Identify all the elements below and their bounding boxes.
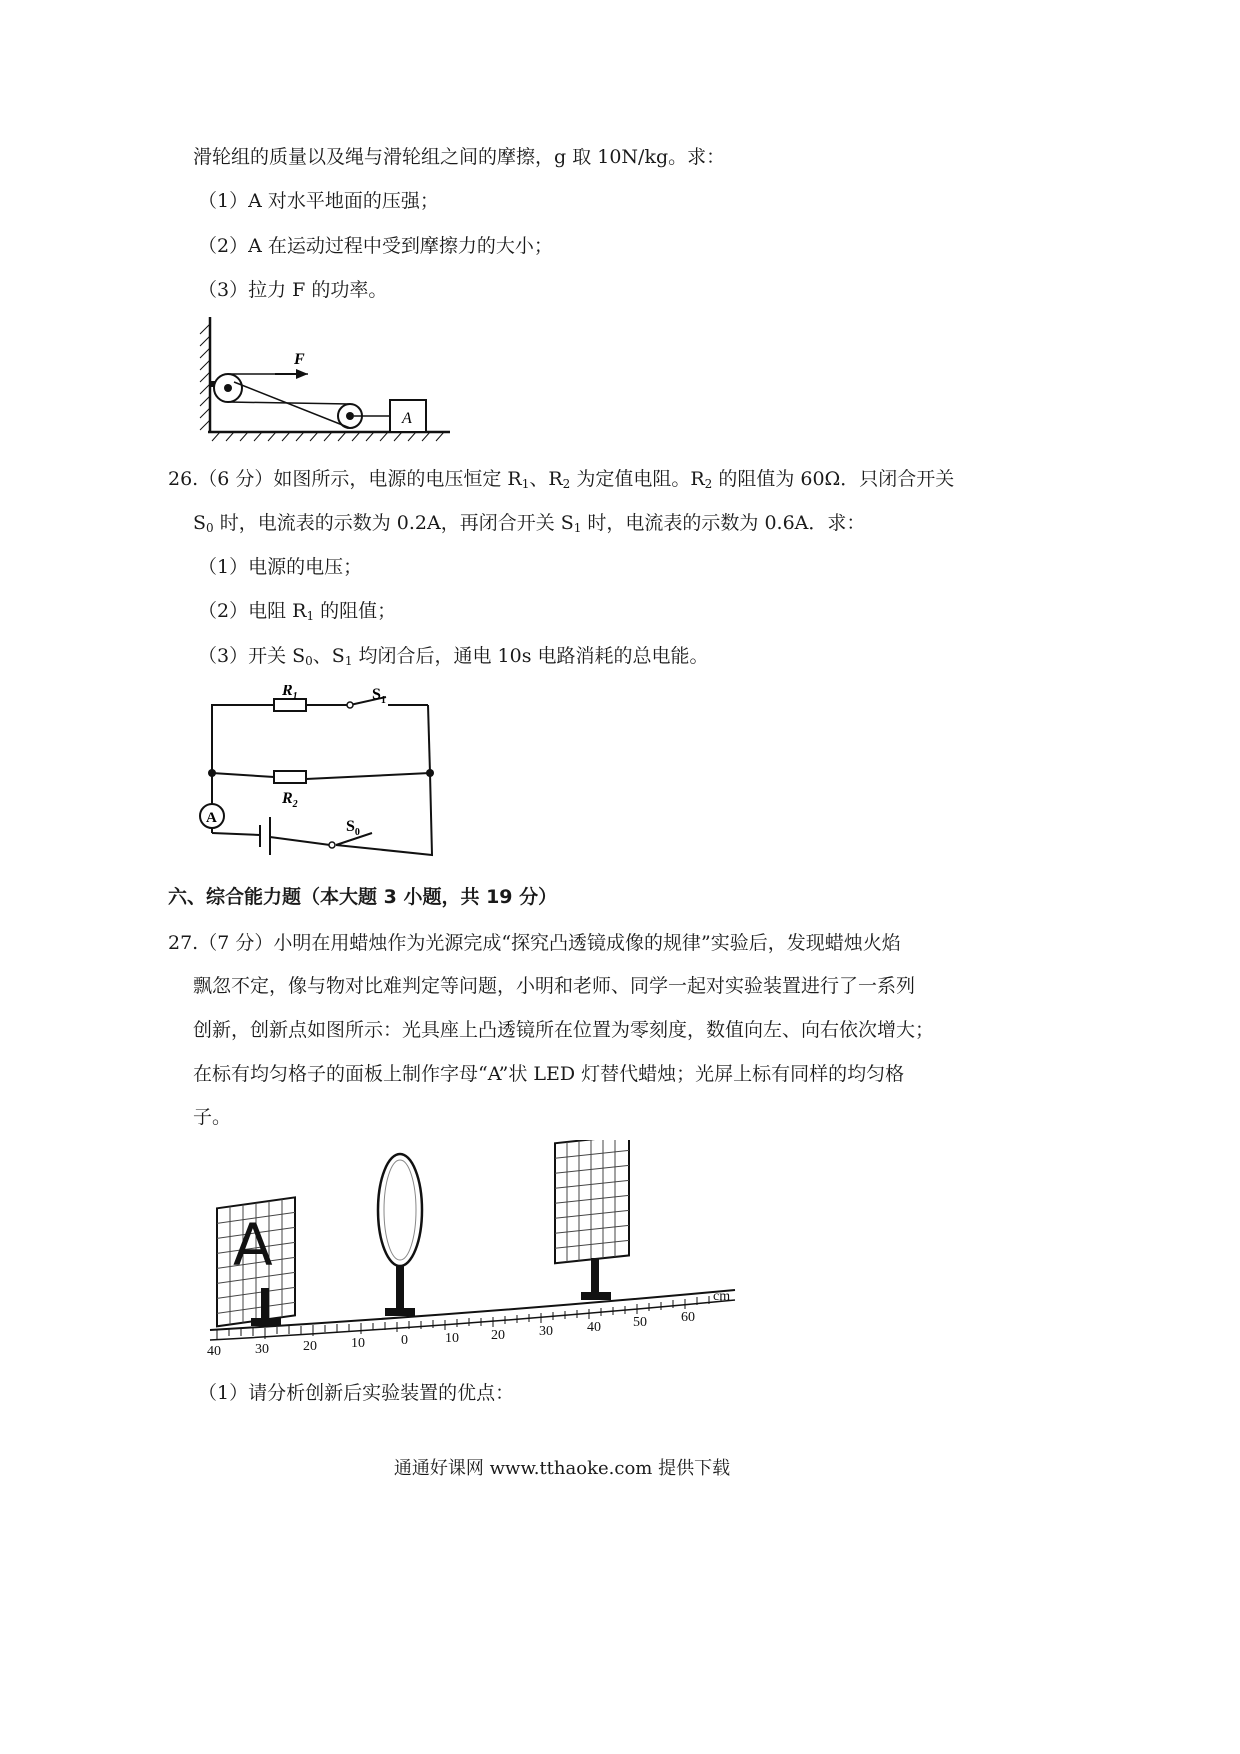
tick-left-30: 30: [255, 1342, 269, 1357]
q27-line1: 27.（7 分）小明在用蜡烛作为光源完成“探究凸透镜成像的规律”实验后，发现蜡烛火焰: [168, 932, 901, 954]
pulley-figure: [190, 312, 460, 447]
q26-sub2: （2）电阻 $R_1$ 的阻值；: [198, 600, 397, 623]
tick-right-20: 20: [491, 1328, 505, 1343]
q27-line2: 飘忽不定，像与物对比难判定等问题，小明和老师、同学一起对实验装置进行了一系列: [193, 975, 916, 997]
tick-left-20: 20: [303, 1339, 317, 1354]
q27-line4: 在标有均匀格子的面板上制作字母“A”状 LED 灯替代蜡烛；光屏上标有同样的均匀格: [193, 1063, 905, 1085]
q26-sub3: （3）开关 $S_0$、$S_1$ 均闭合后，通电 10s 电路消耗的总电能。: [198, 645, 709, 668]
ammeter-label: A: [206, 810, 217, 826]
q27-line3: 创新，创新点如图所示：光具座上凸透镜所在位置为零刻度，数值向左、向右依次增大；: [193, 1019, 935, 1041]
tick-right-60: 60: [681, 1310, 695, 1325]
q27-line5: 子。: [193, 1106, 232, 1128]
tick-left-10: 10: [351, 1336, 365, 1351]
r1-label: R: [282, 685, 293, 699]
svg-text:S0: [346, 818, 360, 838]
r2-label: R: [282, 790, 293, 807]
q27-sub1: （1）请分析创新后实验装置的优点：: [198, 1382, 515, 1404]
page-footer: 通通好课网 www.tthaoke.com 提供下载: [393, 1458, 731, 1479]
r2-sub: 2: [292, 799, 298, 810]
tick-zero: 0: [401, 1333, 408, 1348]
circuit-figure: [190, 685, 450, 860]
q25-continuation: 滑轮组的质量以及绳与滑轮组之间的摩擦，g 取 10N/kg。求：: [193, 146, 726, 168]
unit-label: cm: [713, 1289, 731, 1304]
led-letter: A: [233, 1211, 273, 1279]
block-label: A: [402, 410, 412, 427]
tick-right-10: 10: [445, 1331, 459, 1346]
svg-text:S1: [372, 686, 386, 706]
tick-left-40: 40: [207, 1344, 221, 1359]
q25-sub1: （1）A 对水平地面的压强；: [198, 190, 439, 212]
section-6-heading: 六、综合能力题（本大题 3 小题，共 19 分）: [168, 886, 558, 908]
force-label: F: [294, 351, 305, 368]
s0-label: S: [346, 818, 355, 835]
tick-right-50: 50: [633, 1315, 647, 1330]
s0-sub: 0: [354, 827, 360, 838]
optical-bench-figure: [205, 1140, 745, 1365]
s1-label: S: [372, 686, 381, 703]
tick-right-40: 40: [587, 1320, 601, 1335]
q26-line2: $S_0$ 时，电流表的示数为 0.2A，再闭合开关 $S_1$ 时，电流表的示数为 0.6A．求：: [193, 512, 866, 535]
q26-sub1: （1）电源的电压；: [198, 556, 363, 578]
tick-right-30: 30: [539, 1324, 553, 1339]
r1-sub: 1: [292, 691, 298, 702]
svg-text:R2: [281, 790, 298, 810]
s1-sub: 1: [380, 695, 386, 706]
q25-sub2: （2）A 在运动过程中受到摩擦力的大小；: [198, 235, 553, 257]
q26-line1: 26.（6 分）如图所示，电源的电压恒定 $R_1$、$R_2$ 为定值电阻。$R_2$ 的阻值为 60Ω．只闭合开关: [168, 468, 955, 491]
q25-sub3: （3）拉力 F 的功率。: [198, 279, 388, 301]
